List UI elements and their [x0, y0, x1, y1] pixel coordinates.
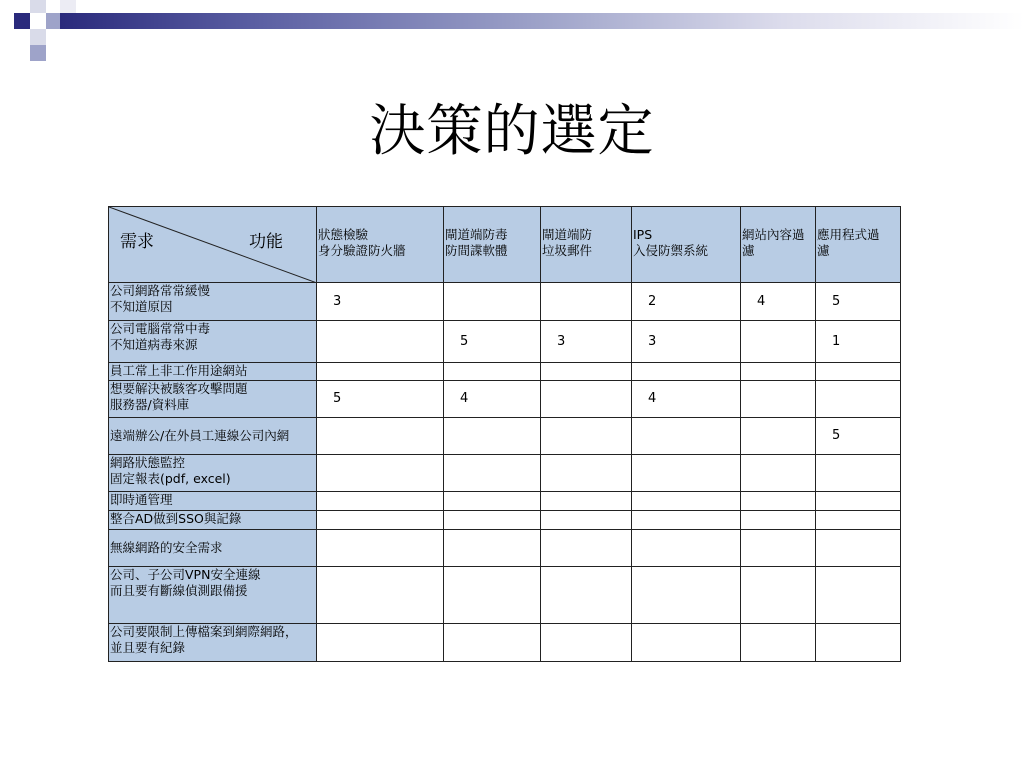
score-cell: 4: [741, 283, 816, 321]
deco-square-6: [60, 0, 76, 13]
corner-header-cell: [109, 207, 317, 283]
table-row: [109, 321, 901, 363]
score-cell: [444, 455, 541, 492]
row-label: 無線網路的安全需求: [109, 530, 317, 567]
score-cell: [444, 363, 541, 381]
score-cell: [741, 511, 816, 530]
score-cell: 3: [541, 321, 632, 363]
score-cell: [444, 567, 541, 624]
score-cell: [317, 567, 444, 624]
score-cell: [816, 363, 901, 381]
table-row: [109, 283, 901, 321]
score-cell: [317, 455, 444, 492]
score-cell: [741, 624, 816, 662]
score-cell: [632, 511, 741, 530]
score-cell: [741, 418, 816, 455]
score-cell: [741, 455, 816, 492]
table-row: [109, 511, 901, 530]
score-cell: [816, 567, 901, 624]
column-header: 應用程式過 濾: [816, 207, 901, 283]
score-cell: [816, 455, 901, 492]
column-header: 閘道端防 垃圾郵件: [541, 207, 632, 283]
score-cell: [741, 567, 816, 624]
table-row: [109, 530, 901, 567]
score-cell: [317, 321, 444, 363]
score-cell: [632, 418, 741, 455]
decision-table: [108, 206, 901, 662]
score-cell: [741, 321, 816, 363]
table-row: [109, 381, 901, 418]
score-cell: 5: [444, 321, 541, 363]
score-cell: [444, 530, 541, 567]
score-cell: [317, 530, 444, 567]
score-cell: 4: [632, 381, 741, 418]
table-row: [109, 455, 901, 492]
corner-label-function: 功能: [249, 232, 283, 252]
score-cell: [541, 567, 632, 624]
row-label: 整合AD做到SSO與記錄: [109, 511, 317, 530]
score-cell: [816, 492, 901, 511]
table-row: [109, 624, 901, 662]
score-cell: [444, 624, 541, 662]
score-cell: [541, 418, 632, 455]
score-cell: [317, 418, 444, 455]
score-cell: 3: [317, 283, 444, 321]
score-cell: [632, 567, 741, 624]
score-cell: [444, 492, 541, 511]
score-cell: [444, 511, 541, 530]
decorative-squares: [0, 0, 80, 64]
table-header-row: [109, 207, 901, 283]
score-cell: [741, 492, 816, 511]
score-cell: [541, 530, 632, 567]
deco-square-5: [30, 45, 46, 61]
score-cell: [816, 624, 901, 662]
score-cell: [541, 624, 632, 662]
row-label: 遠端辦公/在外員工連線公司內網: [109, 418, 317, 455]
score-cell: [444, 283, 541, 321]
table-row: [109, 567, 901, 624]
score-cell: [317, 624, 444, 662]
score-cell: 3: [632, 321, 741, 363]
row-label: 即時通管理: [109, 492, 317, 511]
score-cell: [317, 363, 444, 381]
row-label: 公司網路常常緩慢 不知道原因: [109, 283, 317, 321]
score-cell: [541, 455, 632, 492]
column-header: 狀態檢驗 身分驗證防火牆: [317, 207, 444, 283]
column-header: 閘道端防毒 防間諜軟體: [444, 207, 541, 283]
score-cell: [632, 492, 741, 511]
score-cell: [541, 511, 632, 530]
deco-square-4: [30, 29, 46, 45]
row-label: 公司電腦常常中毒 不知道病毒來源: [109, 321, 317, 363]
score-cell: [541, 381, 632, 418]
row-label: 公司、子公司VPN安全連線 而且要有斷線偵測跟備援: [109, 567, 317, 624]
score-cell: [541, 492, 632, 511]
column-header: IPS 入侵防禦系統: [632, 207, 741, 283]
score-cell: [317, 492, 444, 511]
score-cell: 5: [317, 381, 444, 418]
score-cell: [816, 530, 901, 567]
score-cell: [816, 511, 901, 530]
score-cell: 5: [816, 418, 901, 455]
score-cell: [444, 418, 541, 455]
row-label: 想要解決被駭客攻擊問題 服務器/資料庫: [109, 381, 317, 418]
score-cell: [741, 530, 816, 567]
table-row: [109, 363, 901, 381]
score-cell: [632, 624, 741, 662]
score-cell: [541, 283, 632, 321]
score-cell: [816, 381, 901, 418]
table-row: [109, 418, 901, 455]
deco-square-1: [14, 13, 30, 29]
row-label: 公司要限制上傳檔案到網際網路， 並且要有紀錄: [109, 624, 317, 662]
table-row: [109, 492, 901, 511]
score-cell: [317, 511, 444, 530]
column-header: 網站內容過 濾: [741, 207, 816, 283]
slide-title: 決策的選定: [369, 99, 655, 164]
score-cell: [741, 381, 816, 418]
score-cell: [632, 455, 741, 492]
decorative-gradient-bar: [60, 13, 1024, 29]
score-cell: [632, 363, 741, 381]
row-label: 網路狀態監控 固定報表(pdf, excel): [109, 455, 317, 492]
score-cell: 4: [444, 381, 541, 418]
score-cell: 1: [816, 321, 901, 363]
corner-label-need: 需求: [120, 232, 154, 252]
score-cell: [541, 363, 632, 381]
row-label: 員工常上非工作用途網站: [109, 363, 317, 381]
score-cell: 2: [632, 283, 741, 321]
score-cell: [741, 363, 816, 381]
deco-square-2: [30, 0, 46, 13]
score-cell: [632, 530, 741, 567]
score-cell: 5: [816, 283, 901, 321]
